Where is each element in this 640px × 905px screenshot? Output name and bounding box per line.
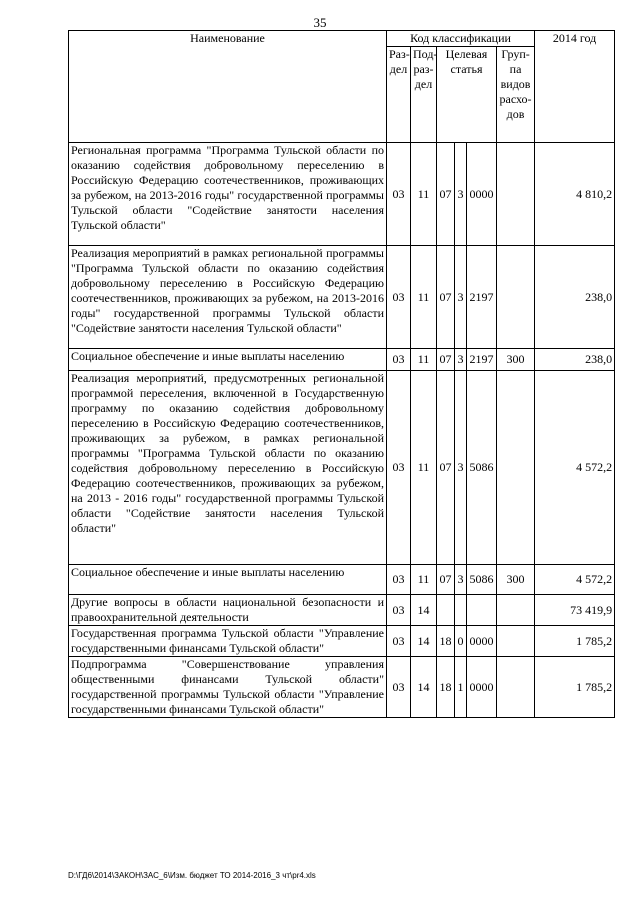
row-amount: 1 785,2 xyxy=(535,626,615,657)
row-amount: 1 785,2 xyxy=(535,657,615,718)
row-cs2: 3 xyxy=(455,246,467,349)
footer-file-path: D:\ГД6\2014\ЗАКОН\ЗАС_6\Изм. бюджет ТО 2014-2016_3 чт\pr4.xls xyxy=(68,871,316,880)
row-vr: 300 xyxy=(497,349,535,371)
row-name: Подпрограмма "Совершенствование управления общественными финансами Тульской области" государственной программы Тульской области "Управление государственными финансами Тульской области" xyxy=(69,657,387,718)
page-number: 35 xyxy=(313,15,327,30)
table-row xyxy=(69,595,615,626)
row-vr xyxy=(497,626,535,657)
header-target: Целевая статья xyxy=(437,47,497,143)
row-razdel: 03 xyxy=(387,371,411,565)
row-cs1: 18 xyxy=(437,626,455,657)
row-cs2: 3 xyxy=(455,565,467,595)
table-row xyxy=(69,371,615,565)
row-cs2: 3 xyxy=(455,143,467,246)
row-podrazdel: 11 xyxy=(411,371,437,565)
row-vr xyxy=(497,246,535,349)
row-cs2 xyxy=(455,595,467,626)
row-cs3 xyxy=(467,595,497,626)
row-cs3: 0000 xyxy=(467,657,497,718)
row-cs3: 2197 xyxy=(467,349,497,371)
row-cs1 xyxy=(437,595,455,626)
row-razdel: 03 xyxy=(387,349,411,371)
header-code-group: Код классификации xyxy=(387,31,535,47)
header-year: 2014 год xyxy=(535,31,615,143)
row-razdel: 03 xyxy=(387,626,411,657)
row-amount: 73 419,9 xyxy=(535,595,615,626)
row-vr xyxy=(497,657,535,718)
row-name: Региональная программа "Программа Тульской области по оказанию содействия добровольному переселению в Российскую Федерацию соотечественников, проживающих за рубежом, на 2013-2016 годы" государственной программы Тульской области "Содействие занятости населения Тульской области" xyxy=(69,143,387,246)
table-row xyxy=(69,349,615,371)
row-razdel: 03 xyxy=(387,143,411,246)
row-cs2: 0 xyxy=(455,626,467,657)
row-cs3: 0000 xyxy=(467,626,497,657)
budget-table xyxy=(68,30,615,718)
row-razdel: 03 xyxy=(387,246,411,349)
row-cs3: 5086 xyxy=(467,565,497,595)
header-razdel: Раз-дел xyxy=(387,47,411,143)
row-cs1: 07 xyxy=(437,371,455,565)
row-amount: 4 572,2 xyxy=(535,371,615,565)
row-podrazdel: 14 xyxy=(411,657,437,718)
row-amount: 4 572,2 xyxy=(535,565,615,595)
row-cs2: 3 xyxy=(455,371,467,565)
row-name: Другие вопросы в области национальной безопасности и правоохранительной деятельности xyxy=(69,595,387,626)
row-razdel: 03 xyxy=(387,657,411,718)
row-cs1: 07 xyxy=(437,246,455,349)
header-row-top xyxy=(69,31,615,47)
row-cs3: 0000 xyxy=(467,143,497,246)
header-name: Наименование xyxy=(69,31,387,143)
row-cs2: 3 xyxy=(455,349,467,371)
table-row xyxy=(69,626,615,657)
row-cs3: 5086 xyxy=(467,371,497,565)
row-cs1: 07 xyxy=(437,143,455,246)
header-group: Груп-па видов расхо-дов xyxy=(497,47,535,143)
row-podrazdel: 14 xyxy=(411,626,437,657)
table-row xyxy=(69,565,615,595)
row-podrazdel: 11 xyxy=(411,143,437,246)
row-vr xyxy=(497,143,535,246)
row-vr xyxy=(497,371,535,565)
row-cs1: 18 xyxy=(437,657,455,718)
row-podrazdel: 11 xyxy=(411,565,437,595)
row-podrazdel: 11 xyxy=(411,246,437,349)
row-amount: 238,0 xyxy=(535,246,615,349)
table-row xyxy=(69,657,615,718)
row-vr: 300 xyxy=(497,565,535,595)
row-razdel: 03 xyxy=(387,565,411,595)
row-podrazdel: 11 xyxy=(411,349,437,371)
row-name: Социальное обеспечение и иные выплаты населению xyxy=(69,349,387,371)
row-amount: 4 810,2 xyxy=(535,143,615,246)
table-row xyxy=(69,246,615,349)
row-cs1: 07 xyxy=(437,349,455,371)
row-cs1: 07 xyxy=(437,565,455,595)
row-podrazdel: 14 xyxy=(411,595,437,626)
row-razdel: 03 xyxy=(387,595,411,626)
row-name: Социальное обеспечение и иные выплаты населению xyxy=(69,565,387,595)
row-vr xyxy=(497,595,535,626)
row-name: Реализация мероприятий, предусмотренных региональной программой переселения, включенной в Государственную программу по оказанию содействия добровольному переселению в Российскую Федерацию соотечественников, проживающих за рубежом, в рамках региональной программы "Программа Тульской области по оказанию содействия добровольному переселению в Российскую Федерацию соотечественников, проживающих за рубежом, на 2013 - 2016 годы" государственной программы Тульской области "Содействие занятости населения Тульской области" xyxy=(69,371,387,565)
row-cs2: 1 xyxy=(455,657,467,718)
row-name: Реализация мероприятий в рамках региональной программы "Программа Тульской области по оказанию содействия добровольному переселению в Российскую Федерацию соотечественников, проживающих за рубежом, на 2013-2016 годы" государственной программы Тульской области "Содействие занятости населения Тульской области" xyxy=(69,246,387,349)
row-name: Государственная программа Тульской области "Управление государственными финансами Тульской области" xyxy=(69,626,387,657)
header-podrazdel: Под-раз-дел xyxy=(411,47,437,143)
row-cs3: 2197 xyxy=(467,246,497,349)
table-row xyxy=(69,143,615,246)
row-amount: 238,0 xyxy=(535,349,615,371)
